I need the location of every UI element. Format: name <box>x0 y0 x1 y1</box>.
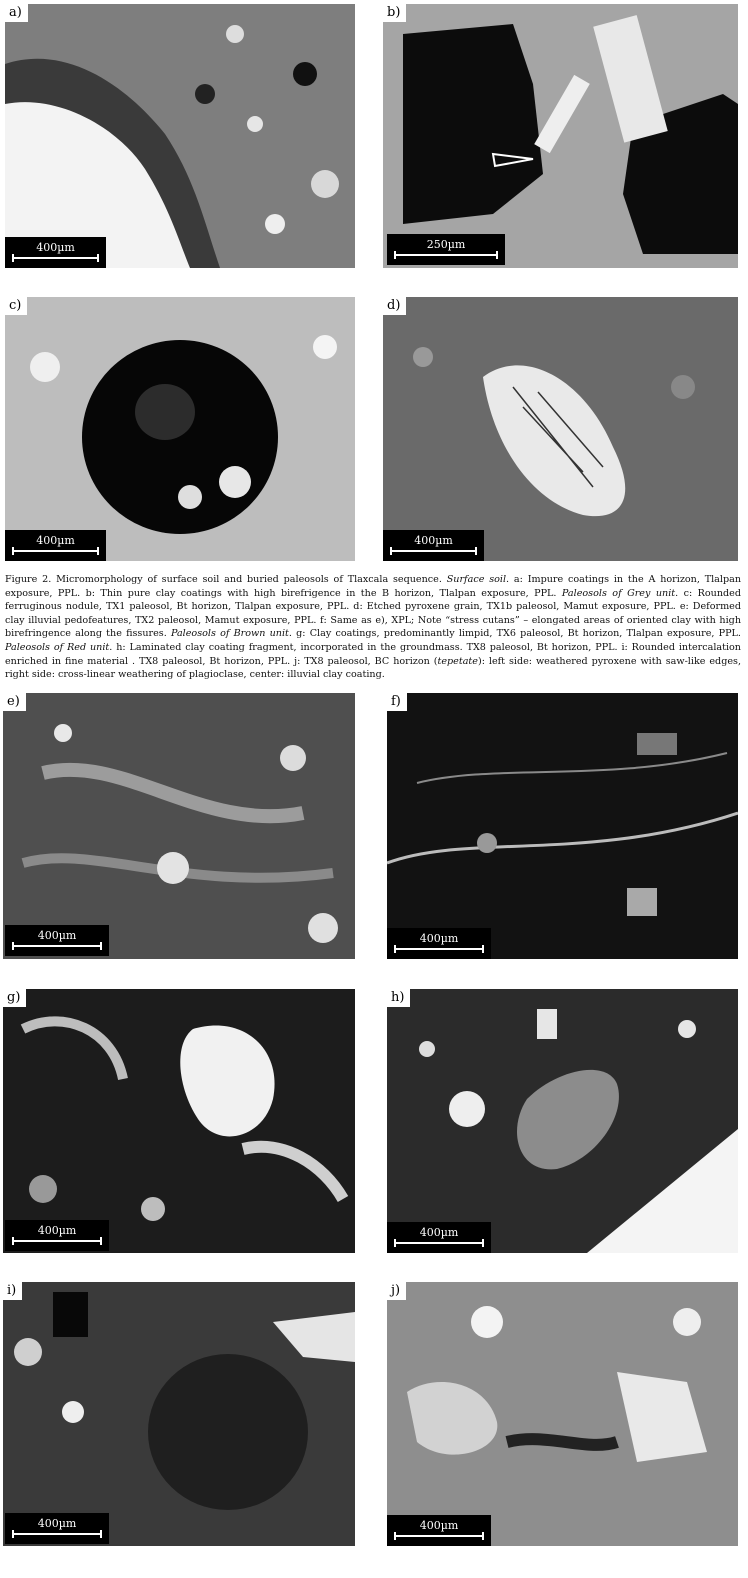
scale-bar-label: 400µm <box>36 241 75 254</box>
scale-bar-line <box>394 1535 484 1537</box>
figure-caption <box>5 573 741 682</box>
scale-bar-line <box>12 945 102 947</box>
panel-label: j) <box>387 1282 406 1300</box>
scale-bar-label: 400µm <box>414 534 453 547</box>
panel-g-micrograph <box>3 989 355 1253</box>
scale-bar <box>5 1220 109 1251</box>
caption-text: ): left side: weathered pyroxene with saw-like edges, right side: cross-linear weathering of plagioclase, center: illuvial clay coating. <box>5 655 741 681</box>
panel-label: e) <box>3 693 26 711</box>
scale-bar-line <box>394 1242 484 1244</box>
panel-c-micrograph <box>5 297 355 561</box>
panel-label: g) <box>3 989 26 1007</box>
micrograph-image <box>3 1282 355 1546</box>
panel-label: i) <box>3 1282 22 1300</box>
panel-a-micrograph <box>5 4 355 268</box>
caption-term-tepetate: tepetate <box>437 655 478 667</box>
scale-bar-label: 400µm <box>419 1226 459 1239</box>
caption-section-red-unit: Paleosols of Red unit. <box>5 641 113 653</box>
panel-f-micrograph <box>387 693 738 959</box>
micrograph-image <box>387 989 738 1253</box>
micrograph-image <box>5 297 355 561</box>
scale-bar <box>383 530 484 561</box>
micrograph-image <box>3 989 355 1253</box>
panel-b-micrograph <box>383 4 738 268</box>
caption-text: a: Impure coatings in the A horizon, Tlalpan exposure, PPL. b: Thin pure clay coatings with high birefrigence in the B horizon, Tlalpan exposure, PPL. <box>5 574 742 599</box>
panel-label: f) <box>387 693 407 711</box>
scale-bar-label: 400µm <box>419 1519 459 1532</box>
panel-label: b) <box>383 4 406 22</box>
scale-bar <box>5 925 109 956</box>
panel-i-micrograph <box>3 1282 355 1546</box>
panel-h-micrograph <box>387 989 738 1253</box>
scale-bar-line <box>12 1240 102 1242</box>
scale-bar-line <box>394 254 498 256</box>
panel-j-micrograph <box>387 1282 738 1546</box>
caption-section-brown-unit: Paleosols of Brown unit. <box>170 628 292 640</box>
caption-text: g: Clay coatings, predominantly limpid, TX6 paleosol, Bt horizon, Tlalpan exposure, PPL. <box>291 628 741 640</box>
scale-bar-label: 400µm <box>37 1517 77 1530</box>
scale-bar <box>387 928 491 959</box>
micrograph-image <box>387 693 738 959</box>
scale-bar <box>5 1513 109 1544</box>
scale-bar-label: 250µm <box>426 238 466 251</box>
caption-section-grey-unit: Paleosols of Grey unit. <box>561 587 679 599</box>
micrograph-image <box>383 297 738 561</box>
micrograph-image <box>3 693 355 959</box>
scale-bar-line <box>12 257 99 259</box>
panel-d-micrograph <box>383 297 738 561</box>
panel-e-micrograph <box>3 693 355 959</box>
scale-bar-line <box>390 550 477 552</box>
panel-label: d) <box>383 297 406 315</box>
micrograph-image <box>383 4 738 268</box>
scale-bar-label: 400µm <box>419 932 459 945</box>
caption-text: Figure 2. Micromorphology of surface soil and buried paleosols of Tlaxcala sequence. <box>5 574 447 585</box>
micrograph-image <box>5 4 355 268</box>
micrograph-image <box>387 1282 738 1546</box>
scale-bar-line <box>12 550 99 552</box>
panel-label: c) <box>5 297 27 315</box>
scale-bar <box>5 237 106 268</box>
scale-bar-label: 400µm <box>37 929 77 942</box>
scale-bar-line <box>394 948 484 950</box>
scale-bar-label: 400µm <box>36 534 75 547</box>
caption-text: h: Laminated clay coating fragment, incorporated in the groundmass. TX8 paleosol, Bt horizon, PPL. i: Rounded intercalation enriched in fine material . TX8 paleosol, Bt horizon, PPL. j: TX8 paleosol, BC horizon ( <box>5 641 741 667</box>
caption-section-surface-soil: Surface soil. <box>446 574 510 585</box>
scale-bar-line <box>12 1533 102 1535</box>
caption-text: c: Rounded ferruginous nodule, TX1 paleosol, Bt horizon, Tlalpan exposure, PPL. d: Etched pyroxene grain, TX1b paleosol, Mamut exposure, PPL. e: Deformed clay illuvial pedofeatures, TX2 paleosol, Mamut exposure, PPL. f: Same as e), XPL; Note “stress cutans” – elongated areas of oriented clay with high birefringence along the fissures. <box>5 587 741 640</box>
scale-bar <box>5 530 106 561</box>
scale-bar <box>387 1515 491 1546</box>
scale-bar <box>387 1222 491 1253</box>
scale-bar-label: 400µm <box>37 1224 77 1237</box>
panel-label: h) <box>387 989 410 1007</box>
panel-label: a) <box>5 4 28 22</box>
scale-bar <box>387 234 505 265</box>
